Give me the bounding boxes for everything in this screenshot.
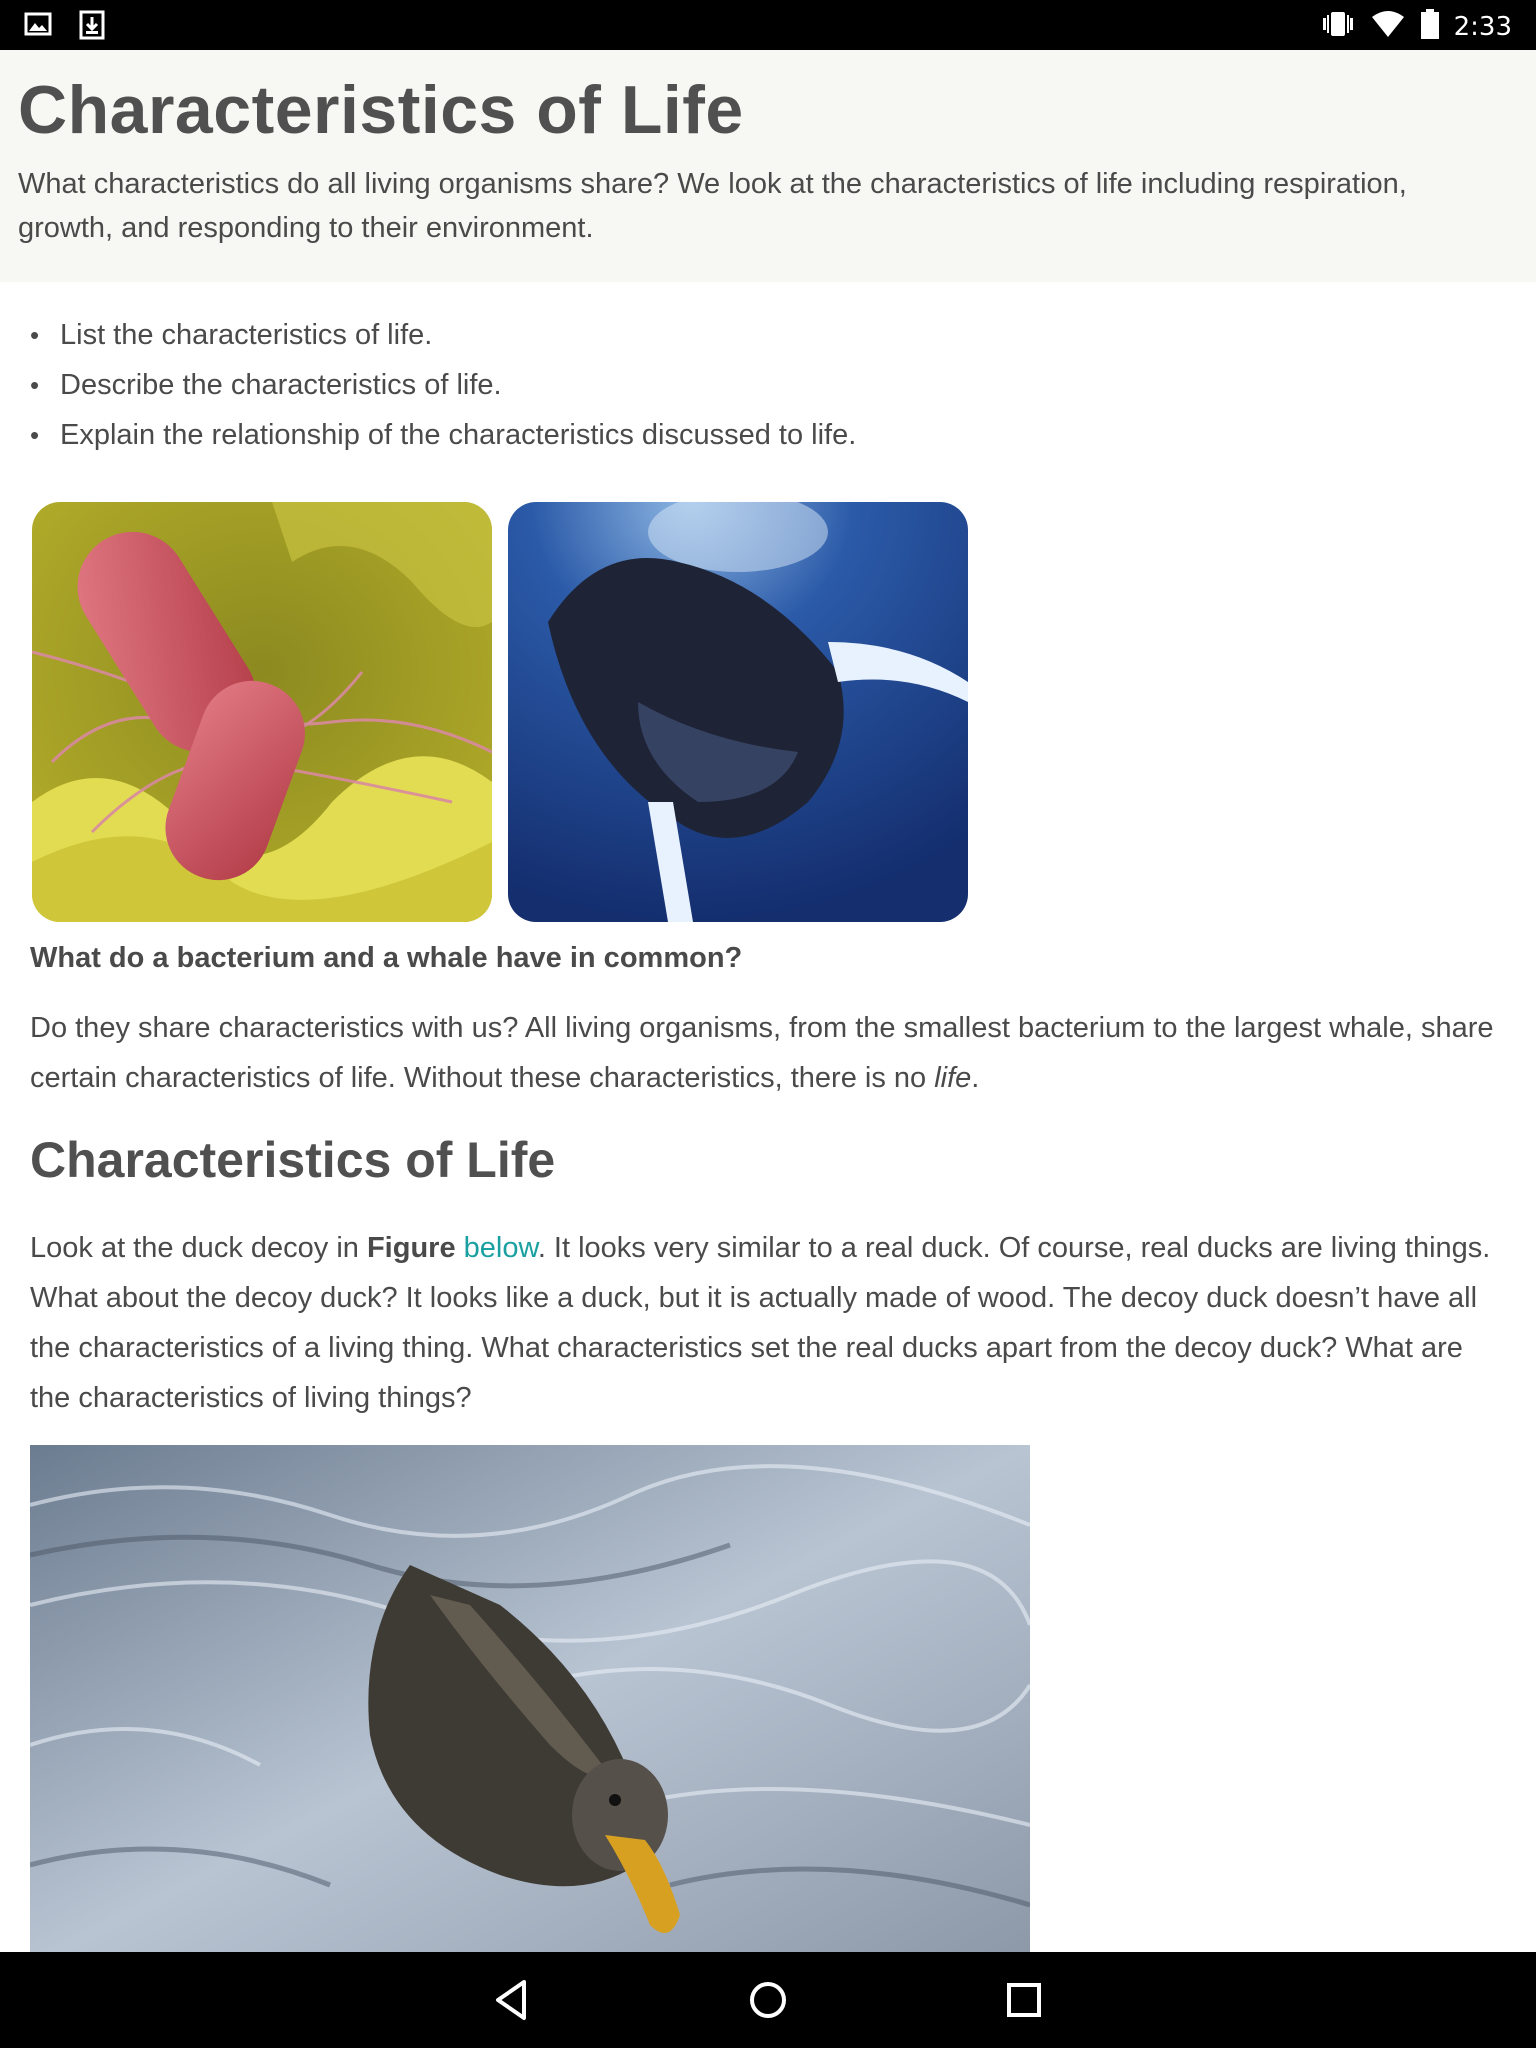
image-notification-icon [24,10,52,45]
figure-reference: Figure [366,1232,456,1264]
section-heading: Characteristics of Life [30,1132,556,1188]
intro-end: . [971,1062,980,1094]
intro-images [32,502,1506,922]
figure-caption: What do a bacterium and a whale have in common? [30,942,743,974]
status-bar [0,0,1536,50]
battery-icon [1420,8,1440,45]
list-item: • Describe the characteristics of life. [30,360,1506,410]
list-item: • List the characteristics of life. [30,310,1506,360]
page-title: Characteristics of Life [18,72,744,148]
section-text-rest: . It looks very similar to a real duck. Of course, real ducks are living things. What about the decoy duck? It looks like a duck, but it is actually made of wood. The decoy duck doesn’t have all the characteristics of a living thing. What characteristics set the real ducks apart from the decoy duck? What are the characteristics of living things? [30,1232,1491,1414]
download-notification-icon [78,10,106,45]
intro-text: Do they share characteristics with us? All living organisms, from the smallest bacterium to the largest whale, share certain characteristics of life. Without these characteristics, there is no [30,1012,1494,1094]
wifi-icon [1370,9,1406,44]
list-item: • Explain the relationship of the characteristics discussed to life. [30,410,1506,460]
bacterium-image [32,502,492,922]
objectives-list [30,310,1506,460]
duck-image [30,1445,1030,1952]
navigation-bar [0,1952,1536,2048]
home-icon[interactable] [744,1976,792,2024]
article-content [0,310,1536,1952]
section-paragraph [30,1223,1506,1423]
section-text-start: Look at the duck decoy in [30,1232,367,1264]
article-header [0,50,1536,282]
recents-icon[interactable] [1000,1976,1048,2024]
clock: 2:33 [1453,11,1512,42]
figure-link[interactable]: below [463,1232,538,1264]
whale-image [508,502,968,922]
emphasis-life: life [934,1062,972,1094]
vibrate-icon [1320,9,1356,44]
article-page[interactable] [0,50,1536,1952]
article-summary: What characteristics do all living organisms share? We look at the characteristics of life including respiration, growth, and responding to their environment. [18,168,1407,244]
intro-paragraph [30,1003,1506,1103]
back-icon[interactable] [488,1976,536,2024]
